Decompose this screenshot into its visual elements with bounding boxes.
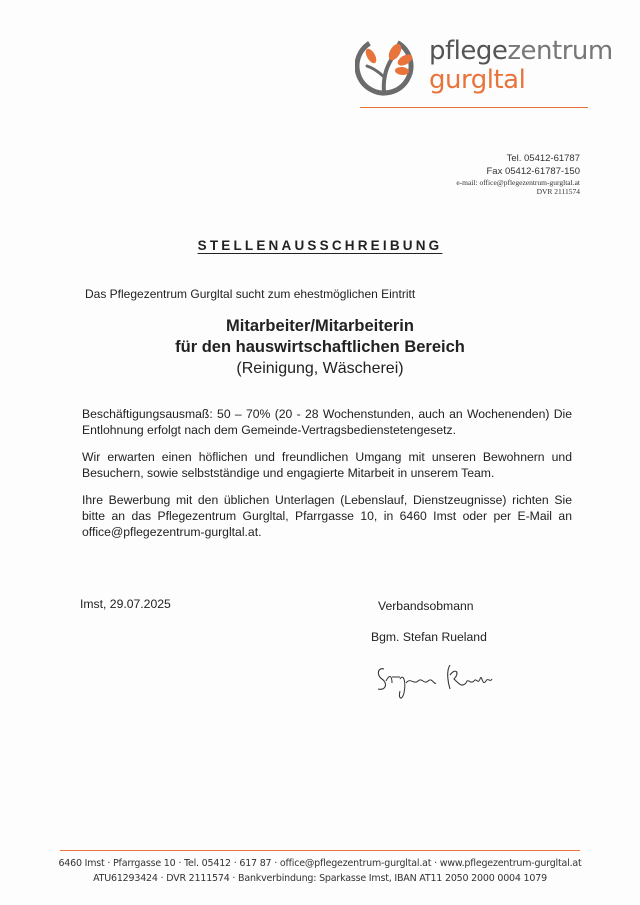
paragraph-employment: Beschäftigungsausmaß: 50 – 70% (20 - 28 Wochenstunden, auch an Wochenenden) Die Entlohnung erfolgt nach dem Gemeinde-Vertragsbedienstetengesetz. (82, 407, 572, 437)
position-title (0, 316, 640, 379)
header-rule (360, 107, 588, 108)
position-line-3: (Reinigung, Wäscherei) (236, 360, 404, 377)
footer (0, 856, 640, 886)
logo (355, 34, 613, 100)
page-title: STELLENAUSSCHREIBUNG (197, 238, 443, 253)
contact-fax: Fax 05412-61787-150 (486, 165, 580, 177)
paragraph-application: Ihre Bewerbung mit den üblichen Unterlagen (Lebenslauf, Dienstzeugnisse) richten Sie bitte an das Pflegezentrum Gurgltal, Pfarrgasse 10, in 6460 Imst oder per E-Mail an office@pflegezentrum-gurgltal.at. (82, 493, 572, 539)
position-line-1: Mitarbeiter/Mitarbeiterin (226, 317, 414, 335)
logo-wordmark-top: pflegezentrum (429, 36, 613, 66)
position-line-2: für den hauswirtschaftlichen Bereich (175, 338, 465, 356)
footer-line-2: ATU61293424 · DVR 2111574 · Bankverbindung: Sparkasse Imst, IBAN AT11 2050 2000 0004 1079 (93, 873, 547, 884)
logo-wordmark-bottom: gurgltal (429, 65, 526, 95)
footer-rule (60, 850, 580, 851)
place-date: Imst, 29.07.2025 (80, 597, 171, 611)
contact-tel: Tel. 05412-61787 (506, 153, 580, 164)
leaf-tree-icon (355, 34, 419, 98)
handwritten-signature (370, 655, 500, 705)
intro-text: Das Pflegezentrum Gurgltal sucht zum ehestmöglichen Eintritt (85, 287, 416, 301)
footer-line-1: 6460 Imst · Pfarrgasse 10 · Tel. 05412 · 617 87 · office@pflegezentrum-gurgltal.at · www.pflegezentrum-gurgltal.at (58, 858, 582, 869)
signatory-role: Verbandsobmann (378, 599, 474, 613)
contact-dvr: DVR 2111574 (536, 187, 580, 196)
signatory-name: Bgm. Stefan Rueland (371, 630, 487, 644)
paragraph-expectations: Wir erwarten einen höflichen und freundlichen Umgang mit unseren Bewohnern und Besuchern, sowie selbstständige und engagierte Mitarbeit in unserem Team. (82, 450, 572, 480)
contact-block (456, 153, 580, 196)
contact-email: e-mail: office@pflegezentrum-gurgltal.at (456, 178, 580, 187)
